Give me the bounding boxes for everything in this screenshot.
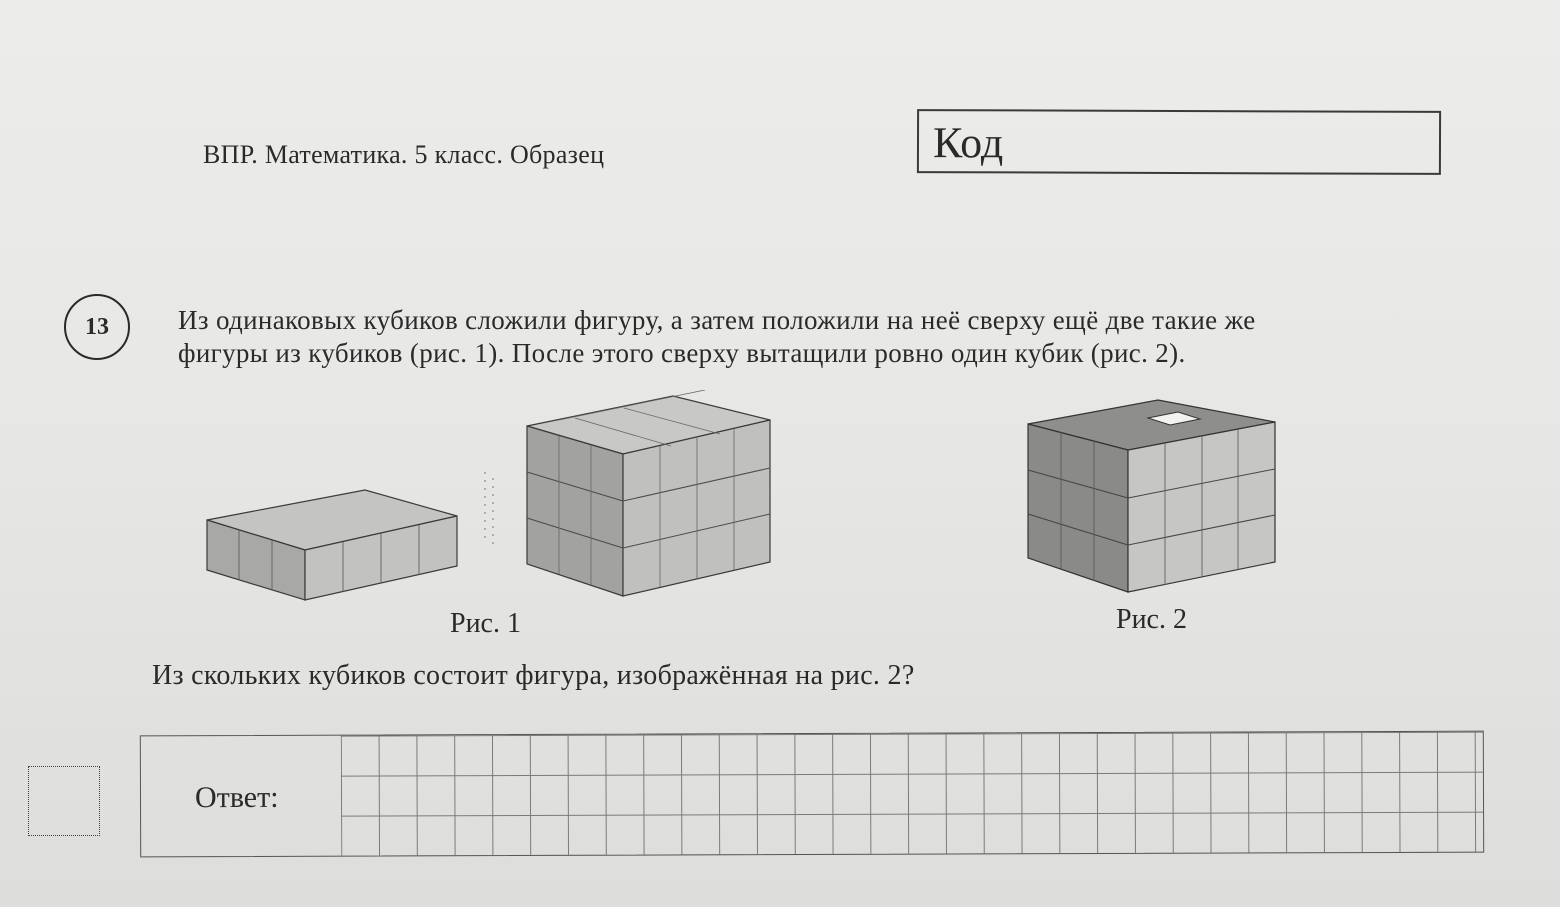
figure-1-illustration [195, 390, 785, 605]
answer-grid[interactable] [341, 732, 1483, 856]
figure-2-illustration [1020, 392, 1285, 597]
figure-1-caption: Рис. 1 [450, 608, 521, 639]
task-number-badge [64, 294, 130, 360]
code-label: Код [932, 118, 1004, 168]
answer-area [140, 731, 1484, 858]
task-text-line-2: фигуры из кубиков (рис. 1). После этого сверху вытащили ровно один кубик (рис. 2). [178, 338, 1186, 368]
figure-1-slab [207, 490, 457, 600]
question-text: Из скольких кубиков состоит фигура, изображённая на рис. 2? [152, 660, 915, 691]
figure-2-cube [1028, 400, 1275, 592]
answer-label: Ответ: [194, 780, 279, 815]
figure-1-stack [527, 390, 770, 596]
task-number: 13 [85, 313, 109, 340]
figure-2-caption: Рис. 2 [1116, 604, 1187, 635]
score-box [28, 766, 100, 836]
code-box [917, 109, 1441, 175]
header-title: ВПР. Математика. 5 класс. Образец [203, 140, 605, 169]
task-text [178, 304, 1256, 370]
figure-1-hint-dots [485, 472, 493, 550]
task-text-line-1: Из одинаковых кубиков сложили фигуру, а затем положили на неё сверху ещё две такие же [178, 305, 1256, 335]
